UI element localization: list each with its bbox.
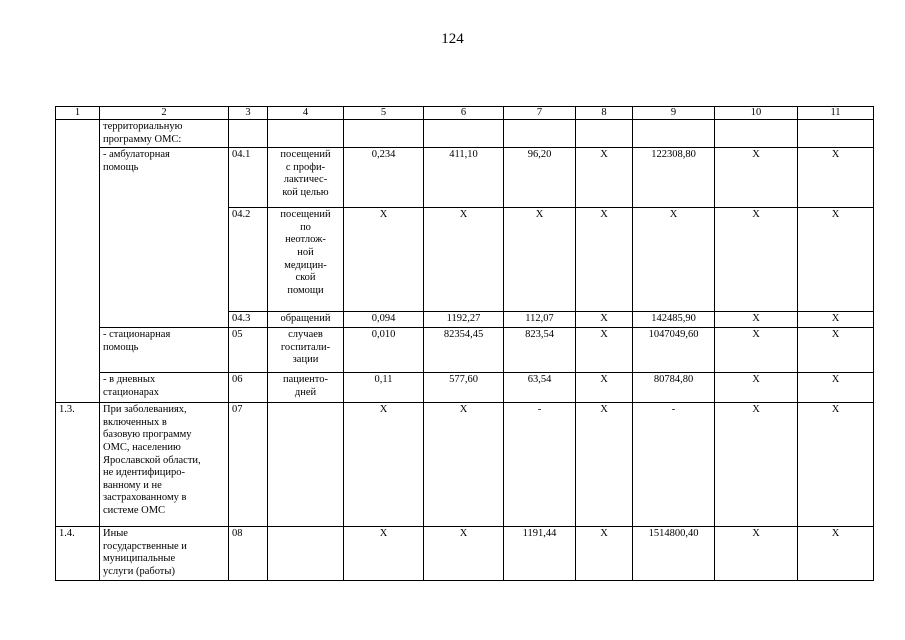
table-row bbox=[56, 148, 874, 208]
header-cell: 3 bbox=[229, 107, 268, 120]
table-cell: 1047049,60 bbox=[633, 328, 715, 373]
header-cell: 5 bbox=[344, 107, 424, 120]
row-code: 04.1 bbox=[229, 148, 268, 208]
table-cell: 1514800,40 bbox=[633, 527, 715, 581]
table-cell: X bbox=[798, 312, 874, 328]
header-cell: 8 bbox=[576, 107, 633, 120]
row-code: 06 bbox=[229, 373, 268, 403]
table-cell: 0,11 bbox=[344, 373, 424, 403]
row-label: - амбулаторная помощь bbox=[100, 148, 229, 328]
table-cell: 63,54 bbox=[504, 373, 576, 403]
table-cell: X bbox=[576, 373, 633, 403]
table-cell: X bbox=[715, 148, 798, 208]
row-unit: посещений по неотлож- ной медицин- ской помощи bbox=[268, 208, 344, 312]
table-cell: X bbox=[576, 403, 633, 527]
table-cell: X bbox=[715, 312, 798, 328]
row-label: - в дневных стационарах bbox=[100, 373, 229, 403]
table-cell: X bbox=[715, 208, 798, 312]
table-cell: 112,07 bbox=[504, 312, 576, 328]
header-cell: 10 bbox=[715, 107, 798, 120]
table-cell: - bbox=[504, 403, 576, 527]
row-code: 04.2 bbox=[229, 208, 268, 312]
table-cell: 0,010 bbox=[344, 328, 424, 373]
table-cell: X bbox=[798, 373, 874, 403]
table-cell: X bbox=[715, 403, 798, 527]
table-cell: X bbox=[424, 208, 504, 312]
table-cell: X bbox=[798, 328, 874, 373]
table-cell: 0,094 bbox=[344, 312, 424, 328]
header-cell: 11 bbox=[798, 107, 874, 120]
header-cell: 2 bbox=[100, 107, 229, 120]
table-cell: - bbox=[633, 403, 715, 527]
header-row bbox=[56, 107, 874, 120]
table-row bbox=[56, 120, 874, 148]
table-cell: 96,20 bbox=[504, 148, 576, 208]
table-cell bbox=[344, 120, 424, 148]
row-unit: посещений с профи- лактичес- кой целью bbox=[268, 148, 344, 208]
row-label: - стационарная помощь bbox=[100, 328, 229, 373]
table-row bbox=[56, 328, 874, 373]
table-cell: X bbox=[798, 148, 874, 208]
table-cell: 0,234 bbox=[344, 148, 424, 208]
data-table bbox=[55, 106, 874, 581]
table-cell: 411,10 bbox=[424, 148, 504, 208]
row-number-cell bbox=[56, 120, 100, 403]
table-cell: X bbox=[576, 328, 633, 373]
table-cell: X bbox=[344, 403, 424, 527]
row-label: Иные государственные и муниципальные услуги (работы) bbox=[100, 527, 229, 581]
table-cell: 142485,90 bbox=[633, 312, 715, 328]
table-cell: X bbox=[633, 208, 715, 312]
row-code: 05 bbox=[229, 328, 268, 373]
table-cell: X bbox=[576, 148, 633, 208]
table-cell bbox=[268, 120, 344, 148]
table-cell: X bbox=[798, 527, 874, 581]
table-cell bbox=[633, 120, 715, 148]
table-cell: X bbox=[424, 403, 504, 527]
row-number: 1.4. bbox=[56, 527, 100, 581]
header-cell: 6 bbox=[424, 107, 504, 120]
table-cell: 823,54 bbox=[504, 328, 576, 373]
table-cell: X bbox=[576, 208, 633, 312]
table-cell: X bbox=[798, 208, 874, 312]
row-unit: обращений bbox=[268, 312, 344, 328]
table-cell bbox=[715, 120, 798, 148]
row-number: 1.3. bbox=[56, 403, 100, 527]
table-cell: X bbox=[715, 527, 798, 581]
header-cell: 7 bbox=[504, 107, 576, 120]
table-cell bbox=[504, 120, 576, 148]
table-cell: X bbox=[576, 527, 633, 581]
table-cell: X bbox=[798, 403, 874, 527]
table-cell bbox=[576, 120, 633, 148]
table-cell: X bbox=[344, 527, 424, 581]
table-cell bbox=[229, 120, 268, 148]
table-cell: X bbox=[715, 373, 798, 403]
table-cell: 82354,45 bbox=[424, 328, 504, 373]
table-cell: 1192,27 bbox=[424, 312, 504, 328]
table-cell: 122308,80 bbox=[633, 148, 715, 208]
header-cell: 1 bbox=[56, 107, 100, 120]
table-cell: 80784,80 bbox=[633, 373, 715, 403]
table-row bbox=[56, 527, 874, 581]
row-unit bbox=[268, 403, 344, 527]
row-code: 07 bbox=[229, 403, 268, 527]
row-unit: случаев госпитали- зации bbox=[268, 328, 344, 373]
table-cell: X bbox=[504, 208, 576, 312]
table-cell: X bbox=[715, 328, 798, 373]
table-cell bbox=[424, 120, 504, 148]
row-label: территориальную программу ОМС: bbox=[100, 120, 229, 148]
table-cell: X bbox=[576, 312, 633, 328]
header-cell: 9 bbox=[633, 107, 715, 120]
table-cell bbox=[798, 120, 874, 148]
row-code: 04.3 bbox=[229, 312, 268, 328]
row-code: 08 bbox=[229, 527, 268, 581]
table-row bbox=[56, 373, 874, 403]
table-cell: X bbox=[344, 208, 424, 312]
table-cell: 1191,44 bbox=[504, 527, 576, 581]
row-unit bbox=[268, 527, 344, 581]
page-number: 124 bbox=[441, 31, 464, 47]
header-cell: 4 bbox=[268, 107, 344, 120]
table-cell: X bbox=[424, 527, 504, 581]
row-label: При заболеваниях, включенных в базовую программу ОМС, населению Ярославской области, не идентифициро- ванному и не застрахованному в системе ОМС bbox=[100, 403, 229, 527]
row-unit: пациенто- дней bbox=[268, 373, 344, 403]
table-row bbox=[56, 403, 874, 527]
table-cell: 577,60 bbox=[424, 373, 504, 403]
